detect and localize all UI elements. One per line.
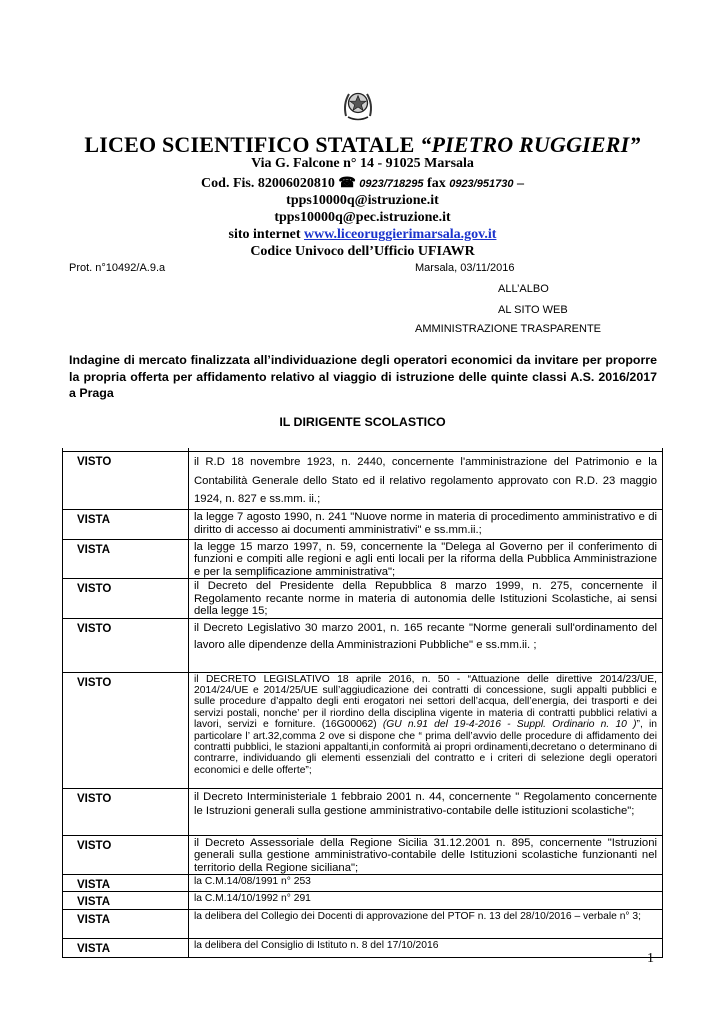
table-row xyxy=(63,539,663,579)
row-text: la C.M.14/10/1992 n° 291 xyxy=(189,892,663,910)
table-row xyxy=(63,875,663,892)
place-date: Marsala, 03/11/2016 xyxy=(415,262,515,274)
row-text: il Decreto del Presidente della Repubblica 8 marzo 1999, n. 275, concernente il Regolamento recante norme in materia di autonomia delle Istituzioni Scolastiche, ai sensi della legge 15; xyxy=(189,579,663,619)
table-row xyxy=(63,939,663,958)
school-email: tpps10000q@istruzione.it xyxy=(286,193,439,208)
row-label: VISTO xyxy=(63,618,189,672)
recipient-albo: ALL’ALBO xyxy=(498,283,549,295)
school-title: LICEO SCIENTIFICO STATALE “PIETRO RUGGIERI” xyxy=(84,132,641,157)
table-row xyxy=(63,579,663,619)
row-text: la delibera del Collegio dei Docenti di approvazione del PTOF n. 13 del 28/10/2016 – verbale n° 3; xyxy=(189,910,663,939)
page-number: 1 xyxy=(647,951,654,966)
row-text: la legge 7 agosto 1990, n. 241 "Nuove norme in materia di procedimento amministrativo e di diritto di accesso ai documenti amministrativi" e ss.mm.ii.; xyxy=(189,509,663,539)
row-label: VISTA xyxy=(63,875,189,892)
row-label: VISTO xyxy=(63,672,189,788)
table-row xyxy=(63,672,663,788)
table-row xyxy=(63,910,663,939)
row-label: VISTA xyxy=(63,910,189,939)
recipient-sito-web: AL SITO WEB xyxy=(498,304,568,316)
table-row xyxy=(63,509,663,539)
row-text: la legge 15 marzo 1997, n. 59, concernente la "Delega al Governo per il conferimento di funzioni e compiti alle regioni e agli enti locali per la riforma della Pubblica Amministrazione e per la semplificazione amministrativa"; xyxy=(189,539,663,579)
row-text: la C.M.14/08/1991 n° 253 xyxy=(189,875,663,892)
table-row xyxy=(63,835,663,875)
table-row xyxy=(63,618,663,672)
table-row xyxy=(63,892,663,910)
protocol-number: Prot. n°10492/A.9.a xyxy=(69,262,166,274)
phone-icon: ☎ xyxy=(338,176,356,191)
republic-emblem-icon xyxy=(341,86,375,122)
school-pec: tpps10000q@pec.istruzione.it xyxy=(274,210,451,225)
row-label: VISTA xyxy=(63,892,189,910)
school-website-link[interactable]: www.liceoruggierimarsala.gov.it xyxy=(303,227,497,242)
row-text: il Decreto Assessoriale della Regione Sicilia 31.12.2001 n. 895, concernente "Istruzioni generali sulla gestione amministrativo-contabile delle Istituzioni scolastiche funzionanti nel territorio della Regione siciliana"; xyxy=(189,835,663,875)
row-label: VISTO xyxy=(63,835,189,875)
section-heading: IL DIRIGENTE SCOLASTICO xyxy=(279,415,446,429)
row-label: VISTA xyxy=(63,539,189,579)
row-text: la delibera del Consiglio di Istituto n. 8 del 17/10/2016 xyxy=(189,939,663,958)
row-text: il Decreto Legislativo 30 marzo 2001, n. 165 recante "Norme generali sull'ordinamento del lavoro alle dipendenze della Amministrazioni Pubbliche" e ss.mm.ii. ; xyxy=(189,618,663,672)
table-row xyxy=(63,452,663,510)
row-text: il DECRETO LEGISLATIVO 18 aprile 2016, n. 50 - “Attuazione delle direttive 2014/23/UE, 2014/24/UE e 2014/25/UE sull’aggiudicazione dei contratti di concessione, sugli appalti pubblici e sulle procedure d’appalto degli enti erogatori nei settori dell’acqua, dell’energia, dei trasporti e dei servizi postali, nonche’ per il riordino della disciplina vigente in materia di contratti pubblici relativi a lavori, servizi e forniture. (16G00062) (GU n.91 del 19-4-2016 - Suppl. Ordinario n. 10 )”, in particolare l’ art.32,comma 2 ove si dispone che “ prima dell’avvio delle procedure di affidamento dei contratti pubblici, le stazioni appaltanti,in conformità ai propri ordinamenti,decretano o determinano di contrarre, individuando gli elementi essenziali del contratto e i criteri di selezione degli operatori economici e delle offerte”; xyxy=(189,672,663,788)
row-label: VISTA xyxy=(63,509,189,539)
table-row xyxy=(63,788,663,835)
document-subject: Indagine di mercato finalizzata all’individuazione degli operatori economici da invitare per proporre la propria offerta per affidamento relativo al viaggio di istruzione delle quinte classi A.S. 2016/2017 a Praga xyxy=(69,353,657,400)
recipient-amministrazione: AMMINISTRAZIONE TRASPARENTE xyxy=(415,323,602,335)
school-address: Via G. Falcone n° 14 - 91025 Marsala xyxy=(251,156,474,171)
codice-univoco: Codice Univoco dell’Ufficio UFIAWR xyxy=(250,244,475,259)
row-text: il R.D 18 novembre 1923, n. 2440, concernente l'amministrazione del Patrimonio e la Contabilità Generale dello Stato ed il relativo regolamento approvato con R.D. 23 maggio 1924, n. 827 e ss.mm. ii.; xyxy=(189,452,663,510)
school-website-line: sito internet www.liceoruggierimarsala.gov.it xyxy=(228,227,497,242)
row-label: VISTA xyxy=(63,939,189,958)
contact-line: Cod. Fis. 82006020810 ☎ 0923/718295 fax 0923/951730 – xyxy=(201,176,524,191)
row-label: VISTO xyxy=(63,452,189,510)
row-label: VISTO xyxy=(63,788,189,835)
row-label: VISTO xyxy=(63,579,189,619)
row-text: il Decreto Interministeriale 1 febbraio 2001 n. 44, concernente " Regolamento concernente le Istruzioni generali sulla gestione amministrativo-contabile delle istituzioni scolastiche"; xyxy=(189,788,663,835)
visti-table xyxy=(62,448,663,958)
